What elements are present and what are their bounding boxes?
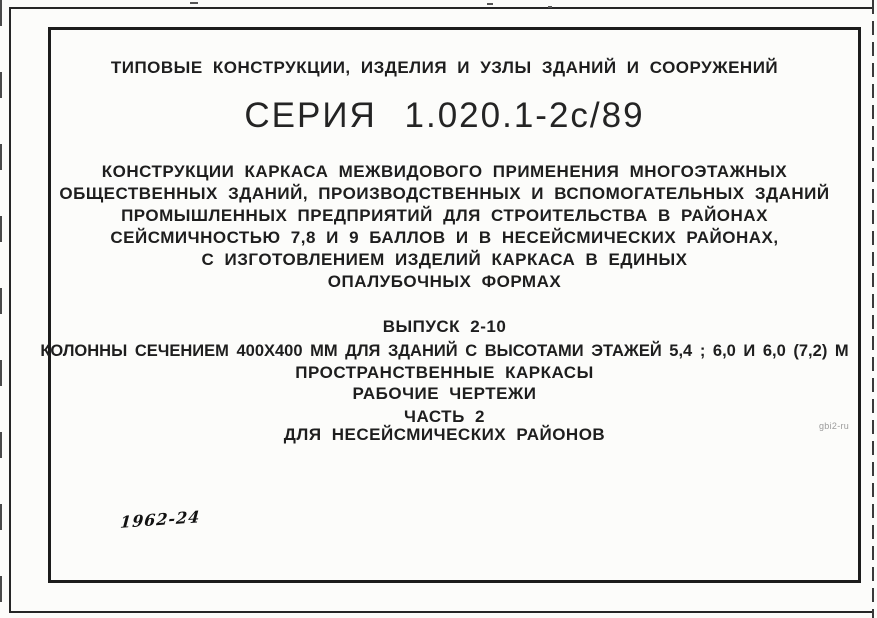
part-label: ЧАСТЬ 2 bbox=[404, 407, 485, 426]
description-line-4: СЕЙСМИЧНОСТЬЮ 7,8 И 9 БАЛЛОВ И В НЕСЕЙСМИЧЕСКИХ РАЙОНАХ, bbox=[110, 228, 779, 247]
scan-watermark: gbi2-ru bbox=[819, 421, 850, 431]
scan-speck bbox=[487, 3, 493, 5]
scan-speck bbox=[548, 6, 552, 8]
description-line-5: С ИЗГОТОВЛЕНИЕМ ИЗДЕЛИЙ КАРКАСА В ЕДИНЫХ bbox=[201, 250, 688, 269]
series-title: СЕРИЯ 1.020.1-2с/89 bbox=[244, 96, 645, 135]
scan-edge-artifact-right bbox=[872, 0, 874, 618]
scan-speck bbox=[190, 2, 198, 4]
issue-subject-line: КОЛОННЫ СЕЧЕНИЕМ 400Х400 ММ ДЛЯ ЗДАНИЙ С ВЫСОТАМИ ЭТАЖЕЙ 5,4 ; 6,0 И 6,0 (7,2) М bbox=[40, 342, 849, 360]
issue-type-line: ПРОСТРАНСТВЕННЫЕ КАРКАСЫ bbox=[295, 363, 594, 382]
description-line-6: ОПАЛУБОЧНЫХ ФОРМАХ bbox=[327, 272, 562, 291]
description-line-1: КОНСТРУКЦИИ КАРКАСА МЕЖВИДОВОГО ПРИМЕНЕНИЯ МНОГОЭТАЖНЫХ bbox=[101, 162, 788, 181]
drawings-label: РАБОЧИЕ ЧЕРТЕЖИ bbox=[352, 384, 537, 403]
description-line-3: ПРОМЫШЛЕННЫХ ПРЕДПРИЯТИЙ ДЛЯ СТРОИТЕЛЬСТВА В РАЙОНАХ bbox=[121, 206, 768, 225]
document-header-line: ТИПОВЫЕ КОНСТРУКЦИИ, ИЗДЕЛИЯ И УЗЛЫ ЗДАНИЙ И СООРУЖЕНИЙ bbox=[110, 58, 779, 77]
description-line-2: ОБЩЕСТВЕННЫХ ЗДАНИЙ, ПРОИЗВОДСТВЕННЫХ И ВСПОМОГАТЕЛЬНЫХ ЗДАНИЙ bbox=[59, 184, 830, 203]
issue-label: ВЫПУСК 2-10 bbox=[382, 317, 507, 336]
part-scope-line: ДЛЯ НЕСЕЙСМИЧЕСКИХ РАЙОНОВ bbox=[283, 425, 606, 444]
scan-edge-artifact-left bbox=[0, 0, 2, 618]
handwritten-inventory-mark: 1962-24 bbox=[119, 507, 202, 532]
